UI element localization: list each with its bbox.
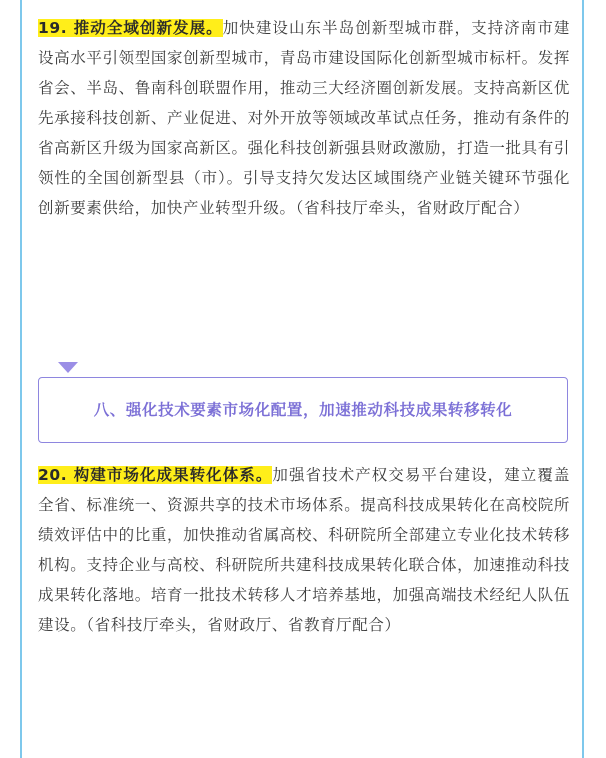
triangle-marker-icon <box>58 362 78 373</box>
item-19-paragraph <box>38 13 570 223</box>
item-20-body: 加强省技术产权交易平台建设，建立覆盖全省、标准统一、资源共享的技术市场体系。提高科技成果转化在高校院所绩效评估中的比重，加快推动省属高校、科研院所全部建立专业化技术转移机构。支持企业与高校、科研院所共建科技成果转化联合体，加速推动科技成果转化落地。培育一批技术转移人才培养基地，加强高端技术经纪人队伍建设。（省科技厅牵头，省财政厅、省教育厅配合） <box>38 466 570 634</box>
item-20-heading: 20. 构建市场化成果转化体系。 <box>38 466 273 484</box>
item-19-heading: 19. 推动全域创新发展。 <box>38 19 223 37</box>
item-20-paragraph <box>38 460 570 640</box>
item-19-body: 加快建设山东半岛创新型城市群，支持济南市建设高水平引领型国家创新型城市，青岛市建设国际化创新型城市标杆。发挥省会、半岛、鲁南科创联盟作用，推动三大经济圈创新发展。支持高新区优先承接科技创新、产业促进、对外开放等领域改革试点任务，推动有条件的省高新区升级为国家高新区。强化科技创新强县财政激励，打造一批具有引领性的全国创新型县（市）。引导支持欠发达区域围绕产业链关键环节强化创新要素供给，加快产业转型升级。（省科技厅牵头，省财政厅配合） <box>38 19 570 217</box>
section-heading-box <box>38 377 568 443</box>
section-title: 八、强化技术要素市场化配置，加速推动科技成果转移转化 <box>93 401 513 419</box>
